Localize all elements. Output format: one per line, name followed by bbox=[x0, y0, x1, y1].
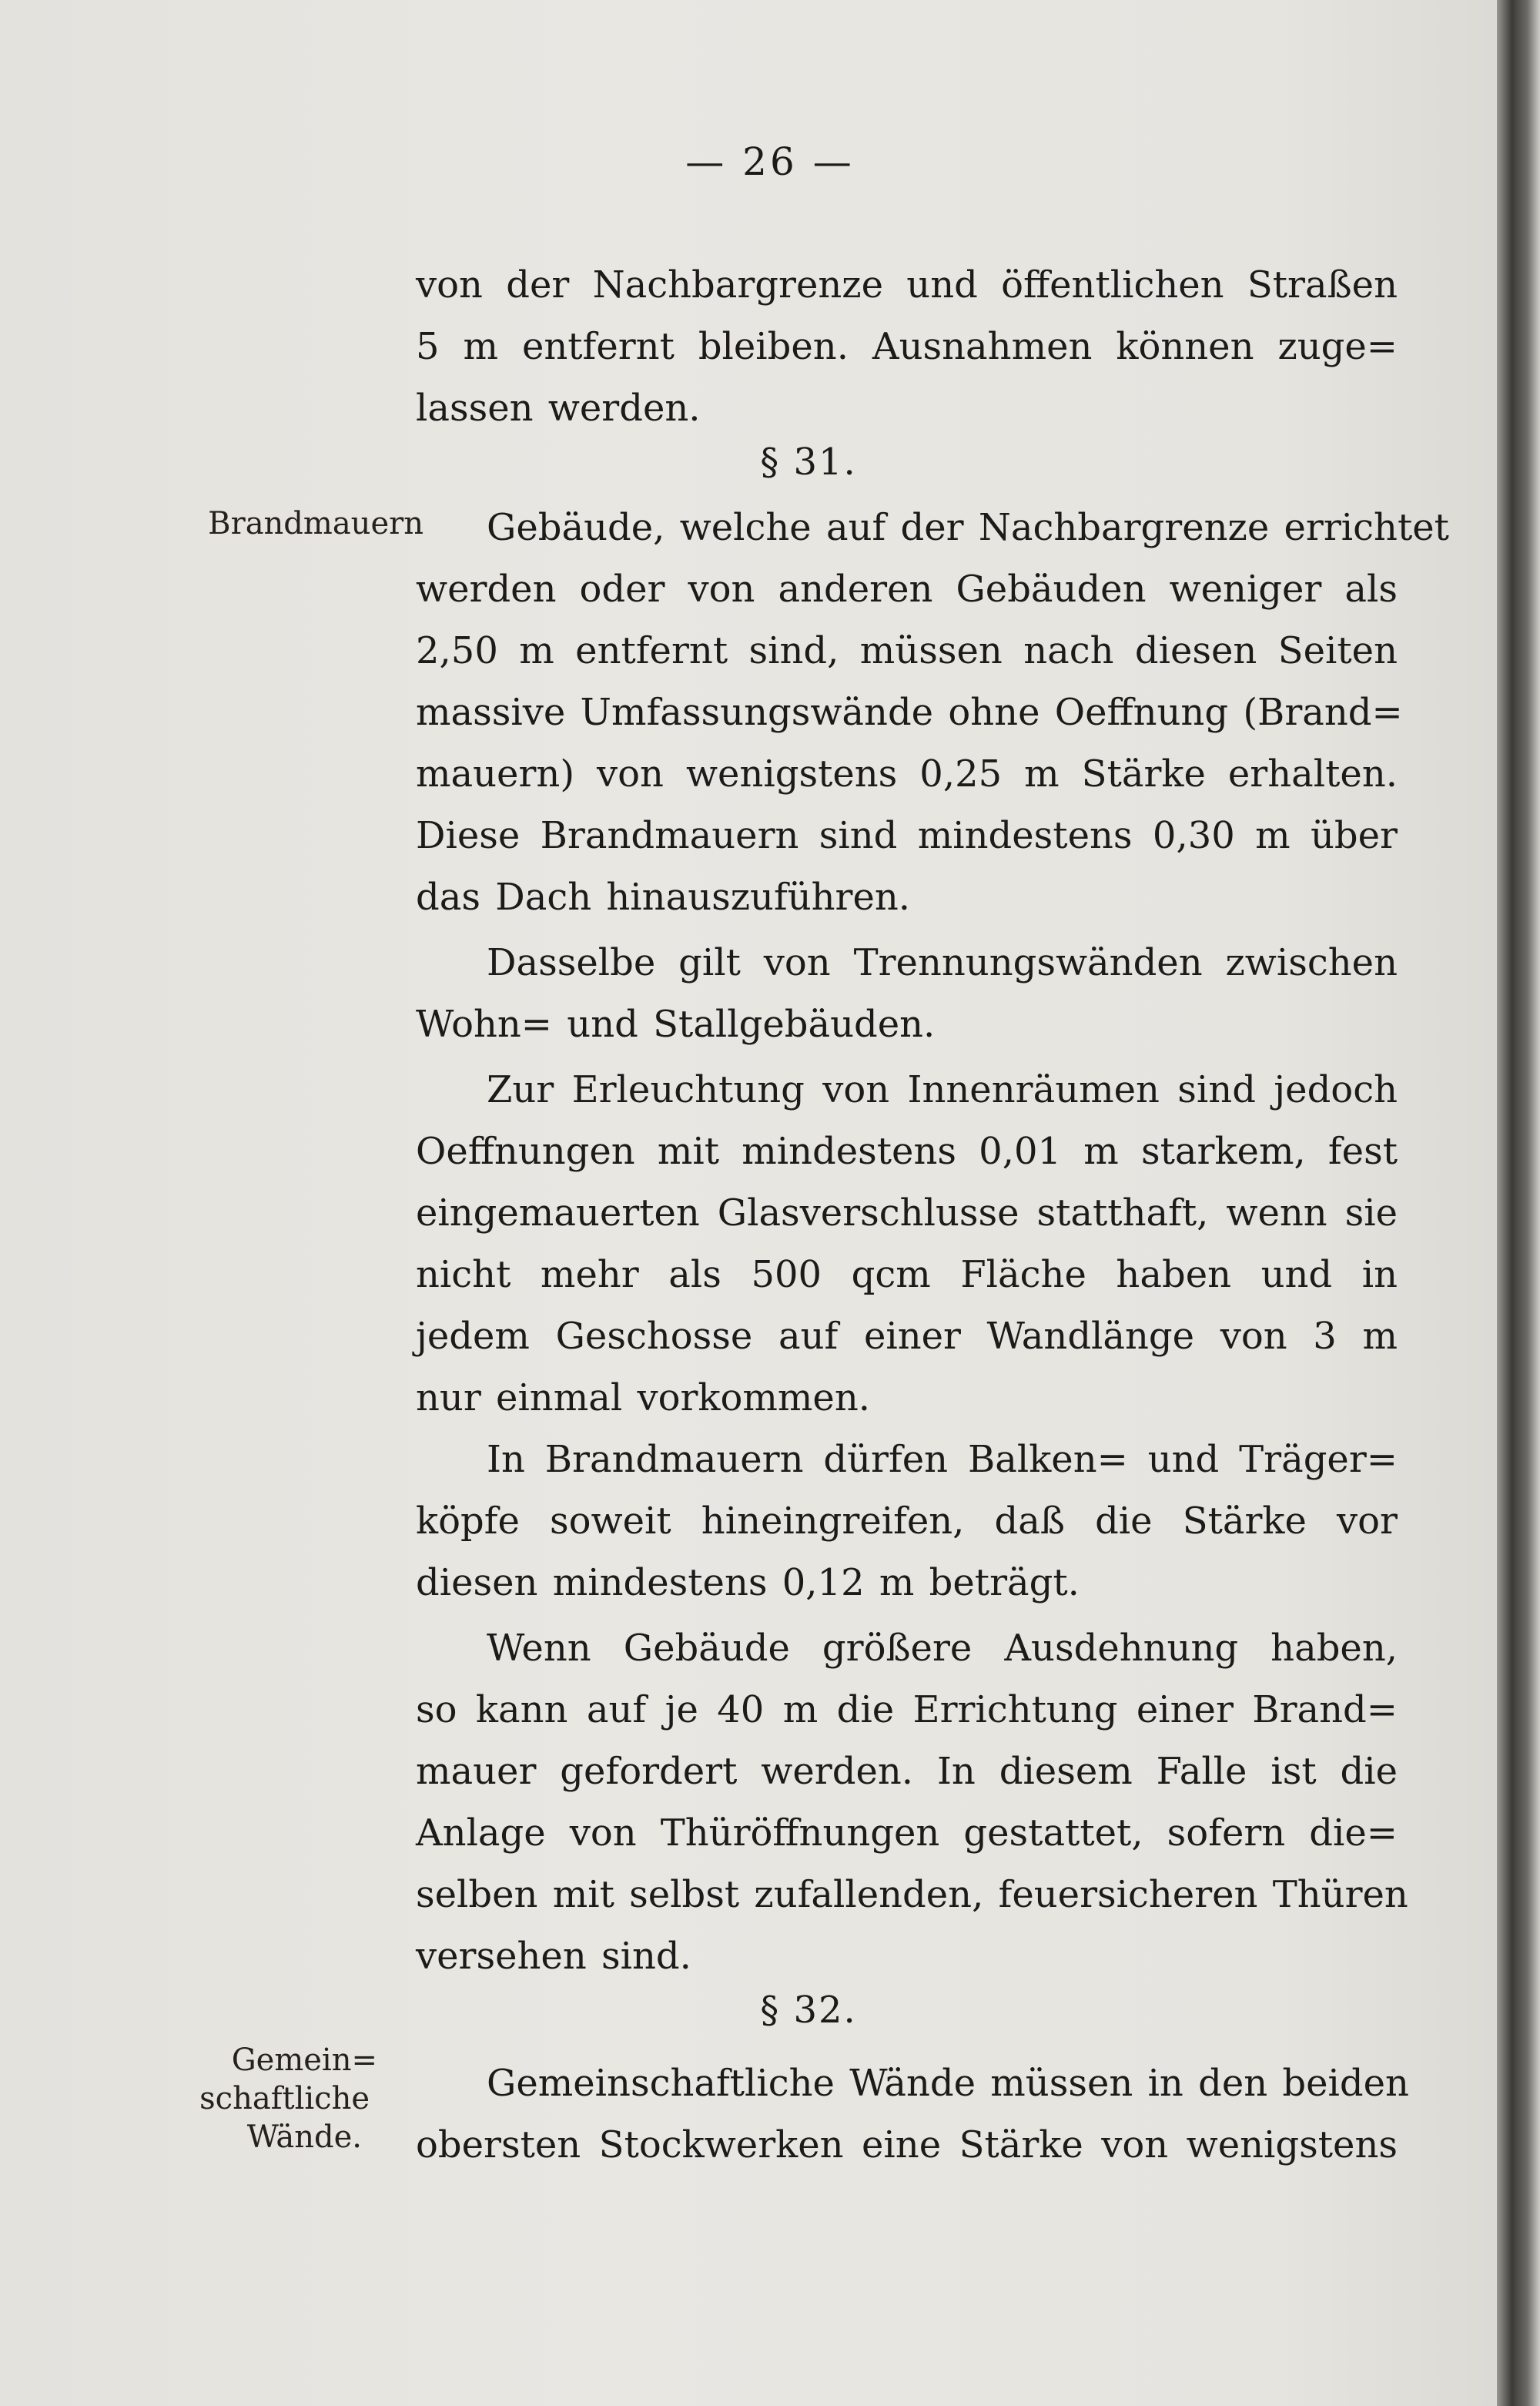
margin-note-gemeinschaftliche-waende-3: Wände. bbox=[246, 2119, 362, 2155]
page-number: — 26 — bbox=[685, 139, 855, 184]
text-line: Anlage von Thüröffnungen gestattet, sofern die= bbox=[416, 1811, 1398, 1855]
text-line: 5 m entfernt bleiben. Ausnahmen können zuge= bbox=[416, 325, 1398, 368]
text-line: mauer gefordert werden. In diesem Falle ist die bbox=[416, 1750, 1398, 1793]
text-line: Wenn Gebäude größere Ausdehnung haben, bbox=[487, 1627, 1398, 1670]
text-line: massive Umfassungswände ohne Oeffnung (Brand= bbox=[416, 691, 1403, 734]
text-line: von der Nachbargrenze und öffentlichen Straßen bbox=[416, 263, 1398, 307]
text-line: jedem Geschosse auf einer Wandlänge von 3 m bbox=[416, 1315, 1398, 1358]
text-line: lassen werden. bbox=[416, 387, 701, 430]
text-line: eingemauerten Glasverschlusse statthaft, wenn sie bbox=[416, 1191, 1398, 1235]
text-line: nicht mehr als 500 qcm Fläche haben und in bbox=[416, 1253, 1398, 1296]
text-line: das Dach hinauszuführen. bbox=[416, 876, 911, 919]
page-edge-shadow bbox=[1497, 0, 1540, 2406]
text-line: 2,50 m entfernt sind, müssen nach diesen Seiten bbox=[416, 629, 1398, 672]
margin-note-gemeinschaftliche-waende-1: Gemein= bbox=[231, 2042, 377, 2078]
text-line: Diese Brandmauern sind mindestens 0,30 m über bbox=[416, 814, 1398, 857]
text-line: diesen mindestens 0,12 m beträgt. bbox=[416, 1561, 1080, 1604]
text-line: Wohn= und Stallgebäuden. bbox=[416, 1003, 936, 1046]
text-line: köpfe soweit hineingreifen, daß die Stärke vor bbox=[416, 1500, 1398, 1543]
text-line: Dasselbe gilt von Trennungswänden zwischen bbox=[487, 941, 1398, 984]
section-heading-32: § 32. bbox=[760, 1989, 857, 2032]
text-line: obersten Stockwerken eine Stärke von wenigstens bbox=[416, 2123, 1398, 2166]
text-line: Gebäude, welche auf der Nachbargrenze errichtet bbox=[487, 506, 1449, 549]
text-line: werden oder von anderen Gebäuden weniger als bbox=[416, 568, 1398, 611]
text-line: In Brandmauern dürfen Balken= und Träger= bbox=[487, 1438, 1398, 1481]
text-line: Gemeinschaftliche Wände müssen in den beiden bbox=[487, 2062, 1409, 2105]
margin-note-brandmauern: Brandmauern bbox=[208, 506, 424, 541]
text-line: so kann auf je 40 m die Errichtung einer Brand= bbox=[416, 1688, 1398, 1731]
text-line: nur einmal vorkommen. bbox=[416, 1376, 870, 1419]
text-line: selben mit selbst zufallenden, feuersicheren Thüren bbox=[416, 1873, 1408, 1916]
text-line: versehen sind. bbox=[416, 1935, 691, 1978]
text-line: Oeffnungen mit mindestens 0,01 m starkem, fest bbox=[416, 1130, 1398, 1173]
text-line: Zur Erleuchtung von Innenräumen sind jedoch bbox=[487, 1068, 1398, 1111]
margin-note-gemeinschaftliche-waende-2: schaftliche bbox=[199, 2081, 370, 2116]
text-line: mauern) von wenigstens 0,25 m Stärke erhalten. bbox=[416, 752, 1398, 796]
section-heading-31: § 31. bbox=[760, 441, 857, 484]
